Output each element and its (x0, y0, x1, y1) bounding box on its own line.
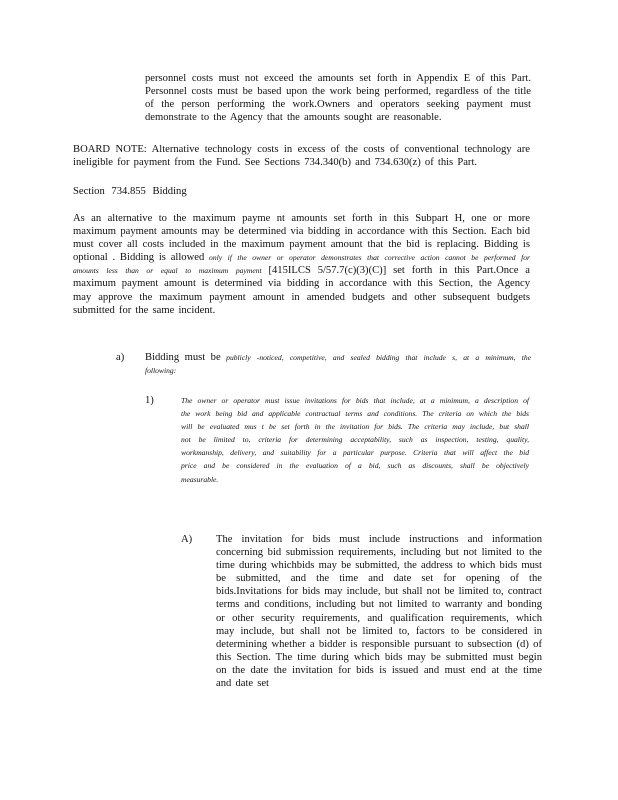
board-note: BOARD NOTE: Alternative technology costs in excess of the costs of conventional technology are ineligible for payment from the Fund. See Sections 734.340(b) and 734.630(z) of this Part. (73, 144, 530, 169)
item-a-italic: publicly -noticed, competitive, and sealed bidding that include s, at a minimum, the following: (145, 353, 531, 376)
item-A-marker: A) (181, 534, 193, 545)
intro-text-start: As an alternative to the maximum payme nt amounts set forth in this Subpart H, one or more maximum payment amounts may be determined via bidding in accordance with this Section. Each bid must cover all costs included in the maximum payment amount that the bid is replacing. Bidding is optional . Bidding is allowed (73, 213, 530, 264)
statutory-italic-text: only if the owner or operator demonstrates that corrective action cannot be performed for amounts less than or equal to maximum payment (73, 253, 531, 276)
item-A-text: The invitation for bids must include instructions and information concerning bid submission requirements, including but not limited to the time during whichbids may be submitted, the address to which bids must be submitted, and the time and date set for opening of the bids.Invitations for bids may include, but shall not be limited to, contract terms and conditions, including but not limited to warranty and bonding or other security requirements, and qualification requirements, which may include, but shall not be limited to, factors to be considered in determining whether a bidder is responsible pursuant to subsection (d) of this Section. The time during which bids may be submitted must begin on the date the invitation for bids is issued and must end at the time and date set (216, 534, 542, 690)
paragraph-personnel-costs: personnel costs must not exceed the amounts set forth in Appendix E of this Part. Personnel costs must be based upon the work being performed, regardless of the title of the person performing the work.Owners and operators seeking payment must demonstrate to the Agency that the amounts sought are reasonable. (145, 73, 531, 124)
item-a-lead: Bidding must be (145, 352, 221, 363)
item-a-text (145, 351, 531, 377)
item-a-marker: a) (116, 352, 125, 363)
item-1-marker: 1) (145, 395, 154, 406)
section-heading: Section 734.855 Bidding (73, 186, 187, 197)
item-1-text: The owner or operator must issue invitations for bids that include, at a minimum, a description of the work being bid and applicable contractual terms and conditions. The criteria on which the bids will be evaluated mus t be set forth in the invitation for bids. The criteria may include, but shall not be limited to, criteria for determining acceptability, such as inspection, testing, quality, workmanship, delivery, and suitability for a particular purpose. Criteria that will affect the bid price and be considered in the evaluation of a bid, such as discounts, shall be objectively measurable. (181, 396, 529, 484)
intro-text-end: [415ILCS 5/57.7(c)(3)(C)] set forth in this Part.Once a maximum payment amount is determined via bidding in accordance with this Section, the Agency may approve the maximum payment amount in amended budgets and other subsequent budgets submitted for the same incident. (73, 265, 530, 316)
section-intro-paragraph (73, 212, 530, 317)
